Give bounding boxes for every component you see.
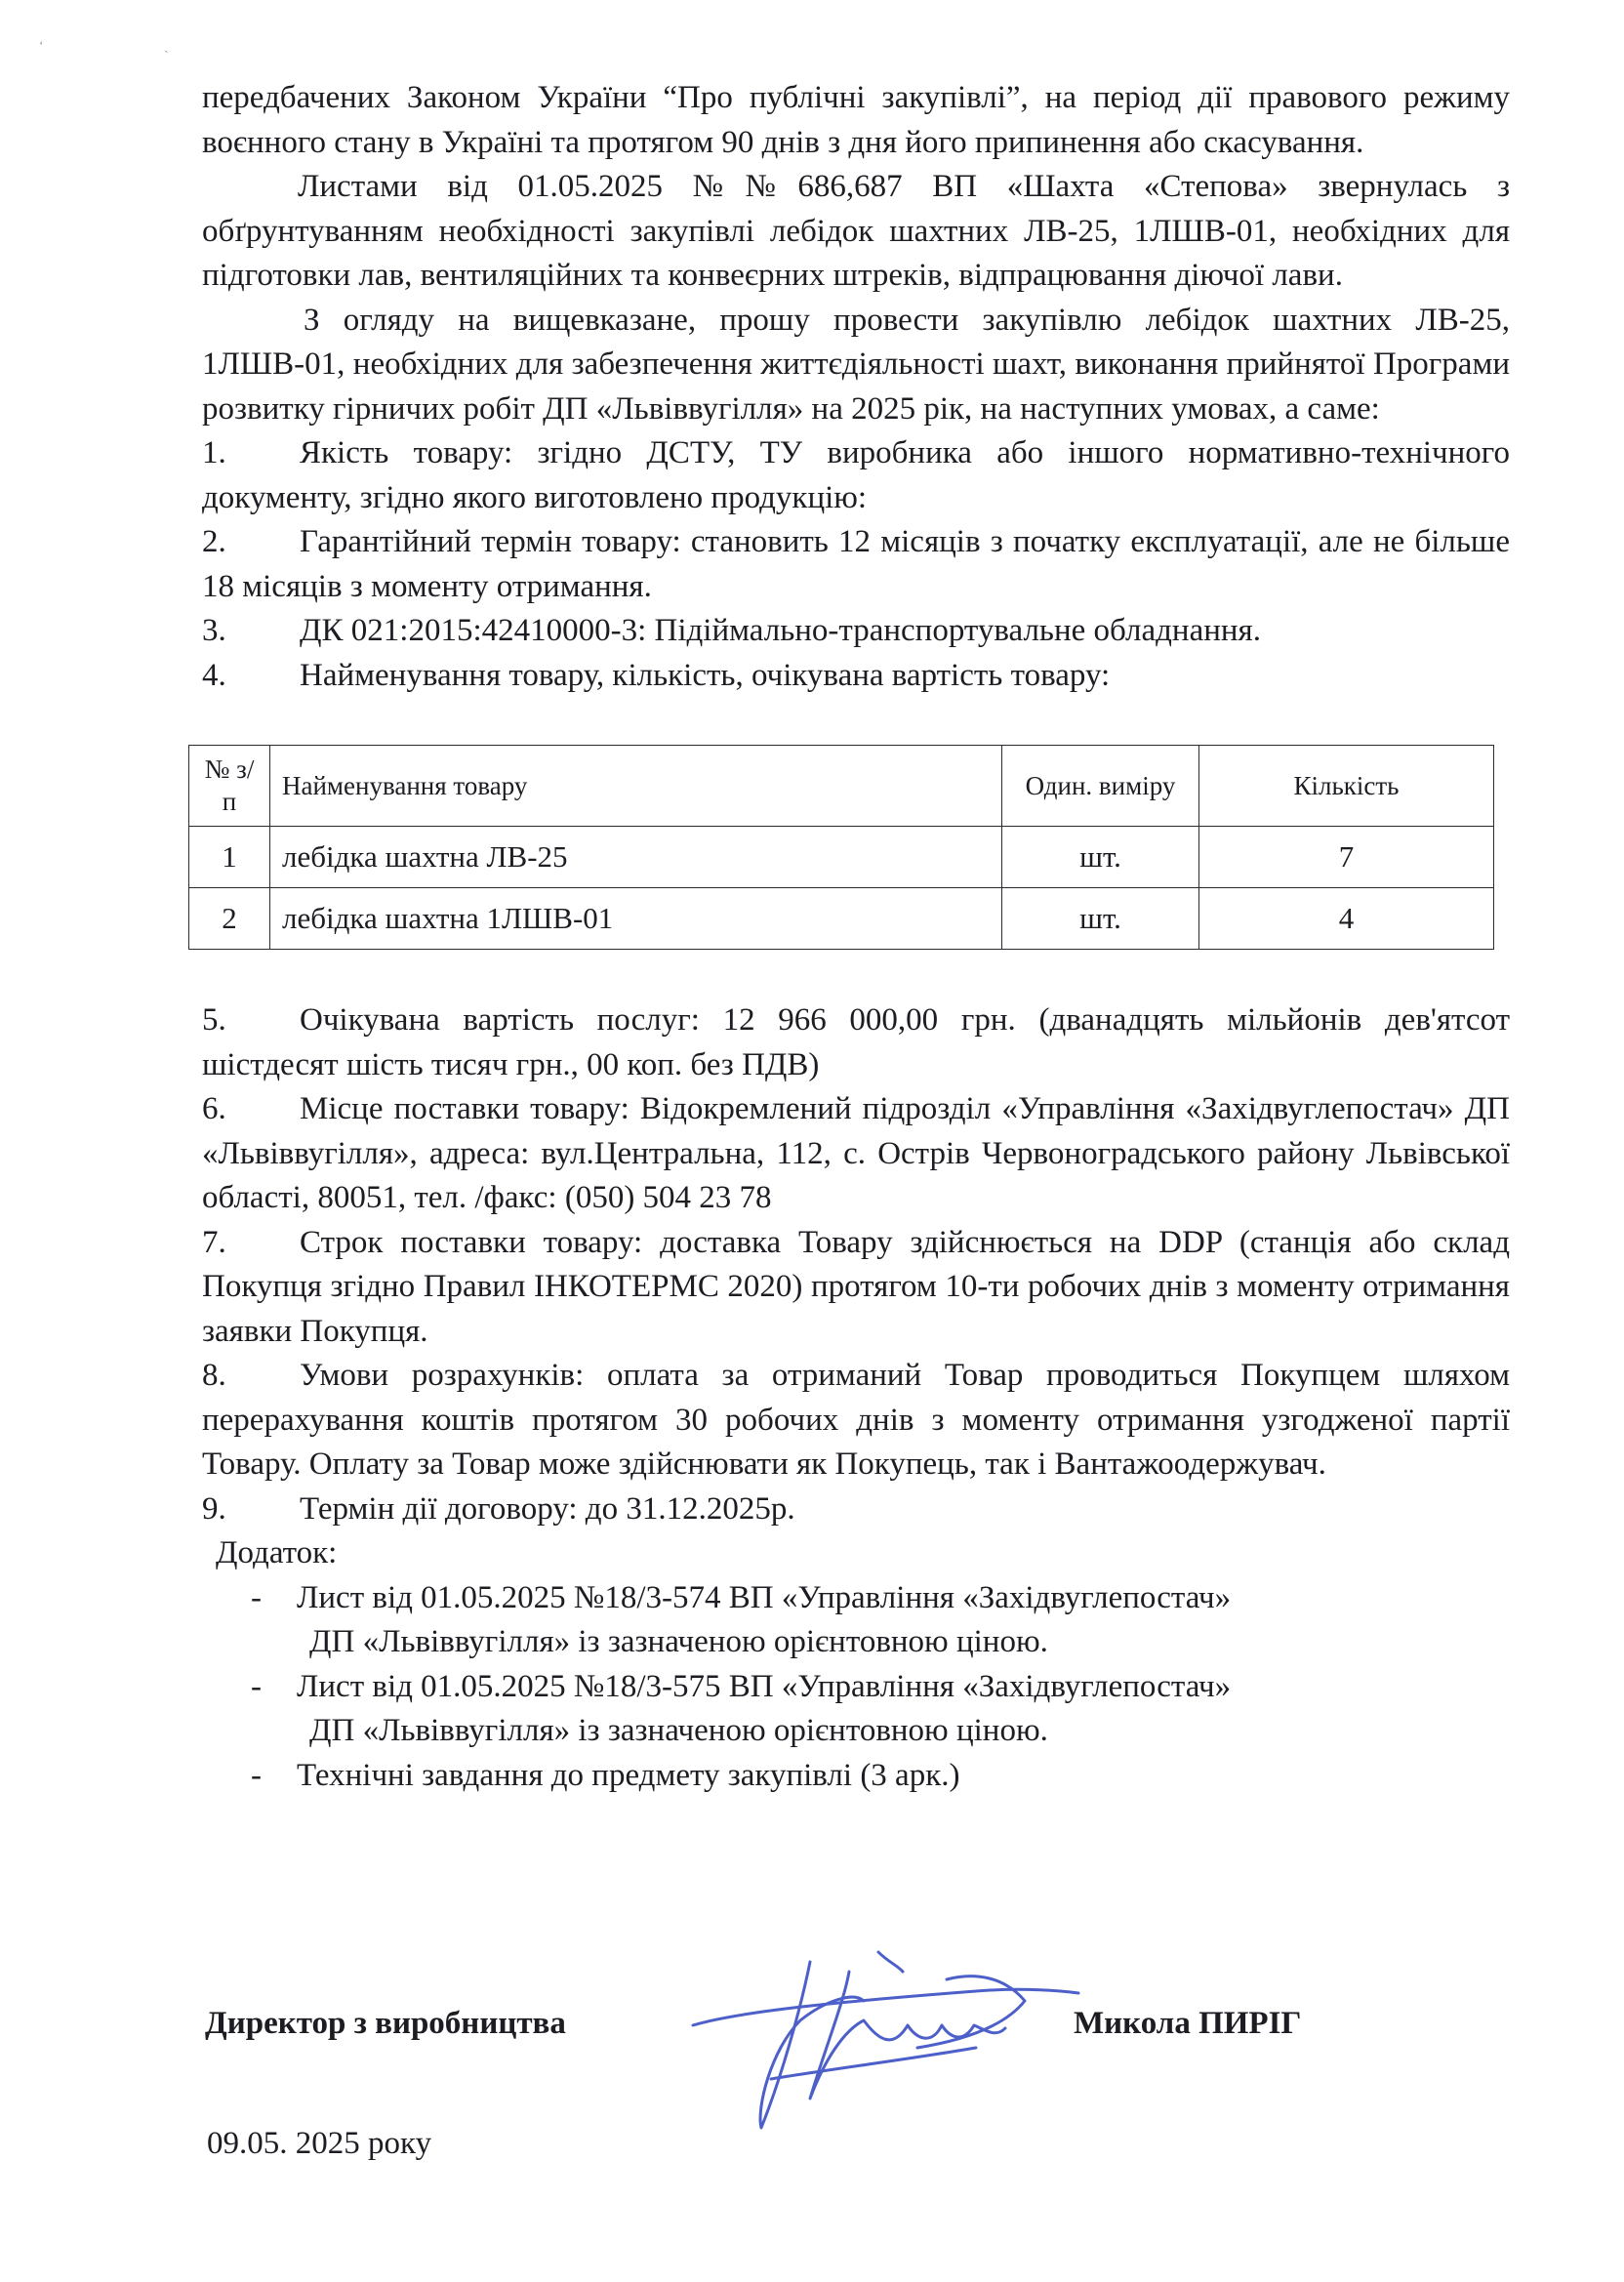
cell-unit: шт. bbox=[1002, 888, 1199, 950]
paragraph-letters: Листами від 01.05.2025 №№686,687 ВП «Шахта «Степова» звернулась з обґрунтуванням необхідності закупівлі лебідок шахтних ЛВ-25, 1ЛШВ-01, необхідних для підготовки лав, вентиляційних та конвеєрних штреків, відпрацювання діючої лави. bbox=[202, 169, 1510, 293]
signer-position: Директор з виробництва bbox=[205, 2006, 566, 2041]
cell-name: лебідка шахтна ЛВ-25 bbox=[270, 827, 1002, 888]
condition-item: 7. Строк поставки товару: доставка Товару здійснюється на DDP (станція або склад Покупця згідно Правил ІНКОТЕРМС 2020) протягом 10-ти робочих днів з моменту отримання заявки Покупця. bbox=[202, 1224, 1510, 1349]
goods-table bbox=[188, 745, 1494, 950]
conditions-list-a bbox=[202, 431, 1510, 698]
signer-name: Микола ПИРІГ bbox=[1074, 2006, 1302, 2041]
appendix-title: Додаток: bbox=[216, 1535, 338, 1570]
condition-item: 6. Місце поставки товару: Відокремлений підрозділ «Управління «Західвуглепостач» ДП «Львіввугілля», адреса: вул.Центральна, 112, с. Острів Червоноградського району Львівської області, 80051, тел. /факс: (050) 504 23 78 bbox=[202, 1091, 1510, 1215]
cell-qty: 7 bbox=[1199, 827, 1494, 888]
condition-item: 8. Умови розрахунків: оплата за отриманий Товар проводиться Покупцем шляхом перерахування коштів протягом 30 робочих днів з моменту отримання узгодженої партії Товару. Оплату за Товар може здійснювати як Покупець, так і Вантажоодержувач. bbox=[202, 1358, 1510, 1482]
cell-num: 1 bbox=[189, 827, 270, 888]
header-num: № з/п bbox=[189, 746, 270, 827]
header-qty: Кількість bbox=[1199, 746, 1494, 827]
condition-item: 5. Очікувана вартість послуг: 12 966 000,00 грн. (дванадцять мільйонів дев'ятсот шістдесят шість тисяч грн., 00 коп. без ПДВ) bbox=[202, 1002, 1510, 1082]
header-unit: Один. виміру bbox=[1002, 746, 1199, 827]
document-date: 09.05. 2025 року bbox=[207, 2126, 432, 2161]
cell-unit: шт. bbox=[1002, 827, 1199, 888]
signature-block bbox=[205, 2006, 1513, 2055]
cell-name: лебідка шахтна 1ЛШВ-01 bbox=[270, 888, 1002, 950]
conditions-list-b bbox=[202, 998, 1510, 1531]
appendix-item: - Лист від 01.05.2025 №18/3-575 ВП «Управління «Західвуглепостач» ДП «Львіввугілля» із зазначеною орієнтовною ціною. bbox=[251, 1668, 1232, 1748]
paragraph-request: З огляду на вищевказане, прошу провести закупівлю лебідок шахтних ЛВ-25, 1ЛШВ-01, необхідних для забезпечення життєдіяльності шахт, виконання прийнятої Програми розвитку гірничих робіт ДП «Львіввугілля» на 2025 рік, на наступних умовах, а саме: bbox=[202, 302, 1510, 427]
condition-item: 3. ДК 021:2015:42410000-3: Підіймально-транспортувальне обладнання. bbox=[202, 613, 1261, 648]
document-body bbox=[202, 76, 1510, 1798]
appendix-item: - Технічні завдання до предмету закупівлі (3 арк.) bbox=[251, 1757, 960, 1793]
condition-item: 1. Якість товару: згідно ДСТУ, ТУ виробника або іншого нормативно-технічного документу, згідно якого виготовлено продукцію: bbox=[202, 435, 1510, 515]
table-row bbox=[189, 888, 1494, 950]
condition-item: 4. Найменування товару, кількість, очікувана вартість товару: bbox=[202, 657, 1111, 693]
appendix-list bbox=[202, 1576, 1510, 1799]
table-header-row bbox=[189, 746, 1494, 827]
scan-marks: ʻ ˏ bbox=[39, 39, 227, 54]
cell-num: 2 bbox=[189, 888, 270, 950]
paragraph-intro: передбачених Законом України “Про публічні закупівлі”, на період дії правового режиму воєнного стану в Україні та протягом 90 днів з дня його припинення або скасування. bbox=[202, 80, 1510, 160]
condition-item: 2. Гарантійний термін товару: становить 12 місяців з початку експлуатації, але не більше 18 місяців з моменту отримання. bbox=[202, 524, 1510, 604]
condition-item: 9. Термін дії договору: до 31.12.2025р. bbox=[202, 1490, 795, 1527]
appendix-item: - Лист від 01.05.2025 №18/3-574 ВП «Управління «Західвуглепостач» ДП «Львіввугілля» із зазначеною орієнтовною ціною. bbox=[251, 1579, 1232, 1659]
cell-qty: 4 bbox=[1199, 888, 1494, 950]
table-row bbox=[189, 827, 1494, 888]
header-name: Найменування товару bbox=[270, 746, 1002, 827]
